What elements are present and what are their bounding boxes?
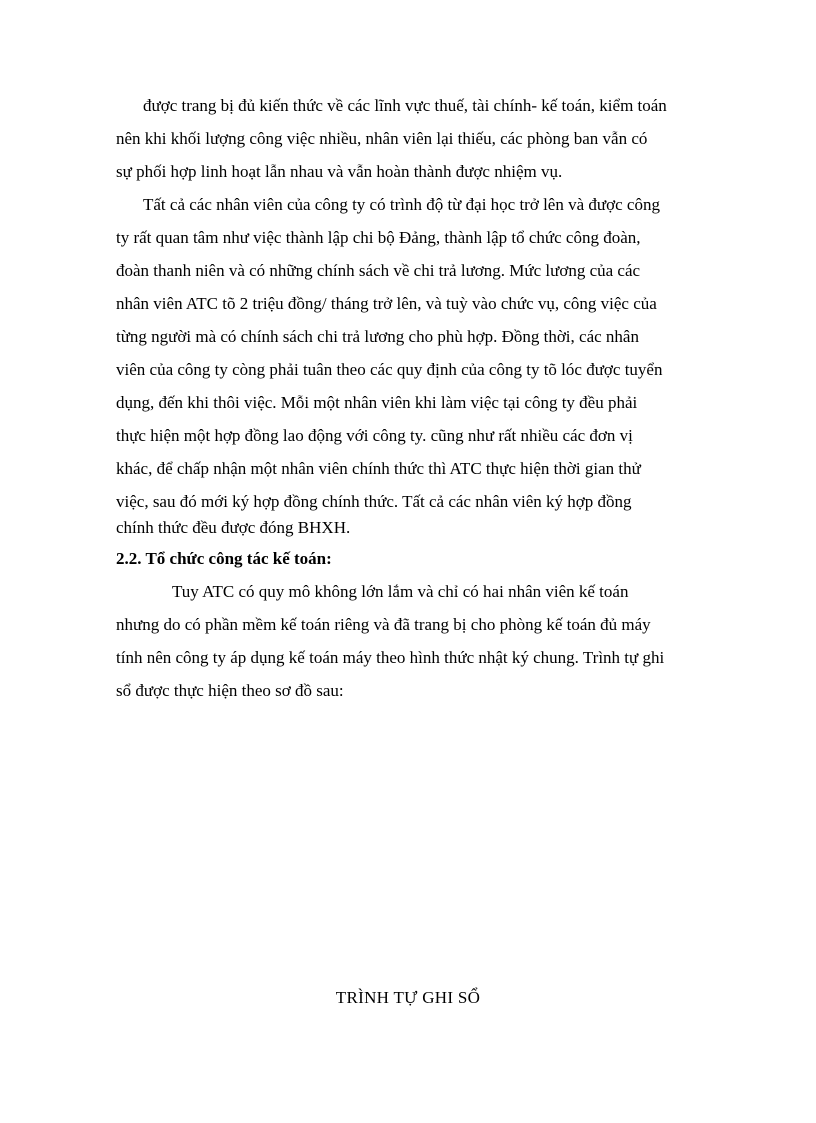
paragraph-2-line-7: dụng, đến khi thôi việc. Mỗi một nhân viên khi làm việc tại công ty đều phải — [116, 393, 638, 412]
paragraph-3-line-3: tính nên công ty áp dụng kế toán máy theo hình thức nhật ký chung. Trình tự ghi — [116, 648, 665, 667]
paragraph-2-line-9: khác, để chấp nhận một nhân viên chính thức thì ATC thực hiện thời gian thử — [116, 459, 641, 478]
paragraph-3-line-2: nhưng do có phần mềm kế toán riêng và đã trang bị cho phòng kế toán đủ máy — [116, 615, 651, 634]
paragraph-2-line-8: thực hiện một hợp đồng lao động với công ty. cũng như rất nhiều các đơn vị — [116, 426, 633, 445]
paragraph-2-line-5: từng người mà có chính sách chi trả lương cho phù hợp. Đồng thời, các nhân — [116, 327, 639, 346]
paragraph-2-line-3: đoàn thanh niên và có những chính sách về chi trả lương. Mức lương của các — [116, 261, 641, 280]
paragraph-2-line-4: nhân viên ATC tõ 2 triệu đồng/ tháng trở lên, và tuỳ vào chức vụ, công việc của — [116, 294, 657, 313]
paragraph-1-line-2: nên khi khối lượng công việc nhiều, nhân viên lại thiếu, các phòng ban vẫn có — [116, 129, 648, 148]
paragraph-2-line-1: Tất cả các nhân viên của công ty có trình độ từ đại học trở lên và được công — [143, 195, 660, 214]
paragraph-3-line-4: sổ được thực hiện theo sơ đồ sau: — [116, 681, 344, 700]
paragraph-3-line-1: Tuy ATC có quy mô không lớn lắm và chỉ có hai nhân viên kế toán — [172, 582, 629, 601]
paragraph-1-line-3: sự phối hợp linh hoạt lẫn nhau và vẫn hoàn thành được nhiệm vụ. — [116, 162, 563, 181]
paragraph-2-line-6: viên của công ty còng phải tuân theo các quy định của công ty tõ lóc được tuyển — [116, 360, 663, 379]
paragraph-2-line-11: chính thức đều được đóng BHXH. — [116, 518, 351, 537]
paragraph-1-line-1: được trang bị đủ kiến thức về các lĩnh vực thuế, tài chính- kế toán, kiểm toán — [143, 96, 667, 115]
diagram-title: TRÌNH TỰ GHI SỔ — [335, 988, 481, 1007]
section-heading: 2.2. Tổ chức công tác kế toán: — [116, 549, 332, 568]
paragraph-2-line-2: ty rất quan tâm như việc thành lập chi bộ Đảng, thành lập tổ chức công đoàn, — [116, 228, 641, 247]
paragraph-2-line-10: việc, sau đó mới ký hợp đồng chính thức. Tất cả các nhân viên ký hợp đồng — [116, 492, 632, 511]
